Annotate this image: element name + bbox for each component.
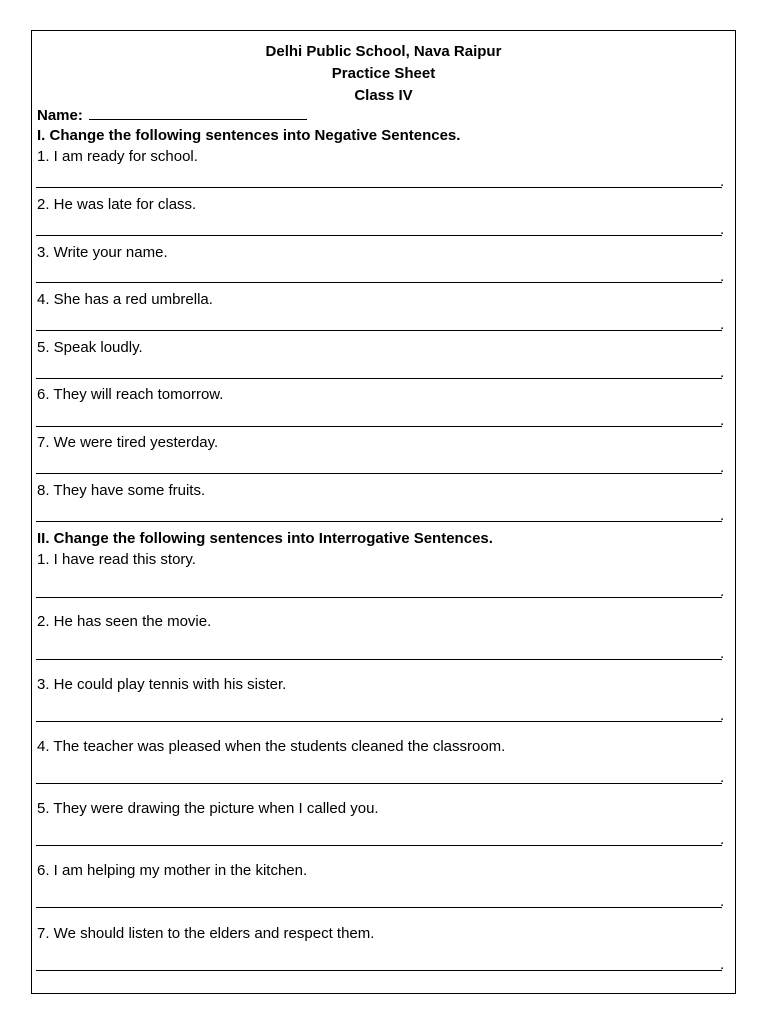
line-end-dot: . <box>720 459 725 476</box>
section-1-title: I. Change the following sentences into Negative Sentences. <box>37 127 461 144</box>
line-end-dot: . <box>720 893 725 910</box>
line-end-dot: . <box>720 364 725 381</box>
line-end-dot: . <box>720 707 725 724</box>
line-end-dot: . <box>720 956 725 973</box>
class-label: Class IV <box>354 87 413 104</box>
answer-line[interactable] <box>36 426 722 427</box>
line-end-dot: . <box>720 412 725 429</box>
section-2-question: 2. He has seen the movie. <box>37 613 212 630</box>
answer-line[interactable] <box>36 521 722 522</box>
answer-line[interactable] <box>36 783 722 784</box>
answer-line[interactable] <box>36 235 722 236</box>
answer-line[interactable] <box>36 282 722 283</box>
answer-line[interactable] <box>36 330 722 331</box>
answer-line[interactable] <box>36 907 722 908</box>
section-1-question: 4. She has a red umbrella. <box>37 291 213 308</box>
answer-line[interactable] <box>36 473 722 474</box>
section-2-question: 3. He could play tennis with his sister. <box>37 676 287 693</box>
line-end-dot: . <box>720 268 725 285</box>
name-label: Name: <box>37 107 83 124</box>
section-1-question: 5. Speak loudly. <box>37 339 143 356</box>
answer-line[interactable] <box>36 187 722 188</box>
answer-line[interactable] <box>36 597 722 598</box>
section-1-question: 2. He was late for class. <box>37 196 197 213</box>
section-2-question: 5. They were drawing the picture when I called you. <box>37 800 379 817</box>
answer-line[interactable] <box>36 378 722 379</box>
section-2-title: II. Change the following sentences into Interrogative Sentences. <box>37 530 493 547</box>
section-1-question: 1. I am ready for school. <box>37 148 198 165</box>
sheet-title: Practice Sheet <box>331 65 436 82</box>
name-row <box>37 107 307 124</box>
line-end-dot: . <box>720 316 725 333</box>
line-end-dot: . <box>720 173 725 190</box>
section-2-question: 7. We should listen to the elders and respect them. <box>37 925 375 942</box>
line-end-dot: . <box>720 645 725 662</box>
section-1-question: 6. They will reach tomorrow. <box>37 386 224 403</box>
name-answer-line[interactable] <box>89 118 307 120</box>
section-1-question: 8. They have some fruits. <box>37 482 206 499</box>
section-2-question: 1. I have read this story. <box>37 551 196 568</box>
section-1-question: 3. Write your name. <box>37 244 168 261</box>
school-name: Delhi Public School, Nava Raipur <box>265 43 502 60</box>
line-end-dot: . <box>720 221 725 238</box>
answer-line[interactable] <box>36 970 722 971</box>
answer-line[interactable] <box>36 721 722 722</box>
line-end-dot: . <box>720 831 725 848</box>
answer-line[interactable] <box>36 659 722 660</box>
line-end-dot: . <box>720 769 725 786</box>
line-end-dot: . <box>720 583 725 600</box>
answer-line[interactable] <box>36 845 722 846</box>
worksheet-page <box>31 30 736 994</box>
section-2-question: 6. I am helping my mother in the kitchen. <box>37 862 308 879</box>
line-end-dot: . <box>720 507 725 524</box>
section-2-question: 4. The teacher was pleased when the students cleaned the classroom. <box>37 738 506 755</box>
section-1-question: 7. We were tired yesterday. <box>37 434 219 451</box>
